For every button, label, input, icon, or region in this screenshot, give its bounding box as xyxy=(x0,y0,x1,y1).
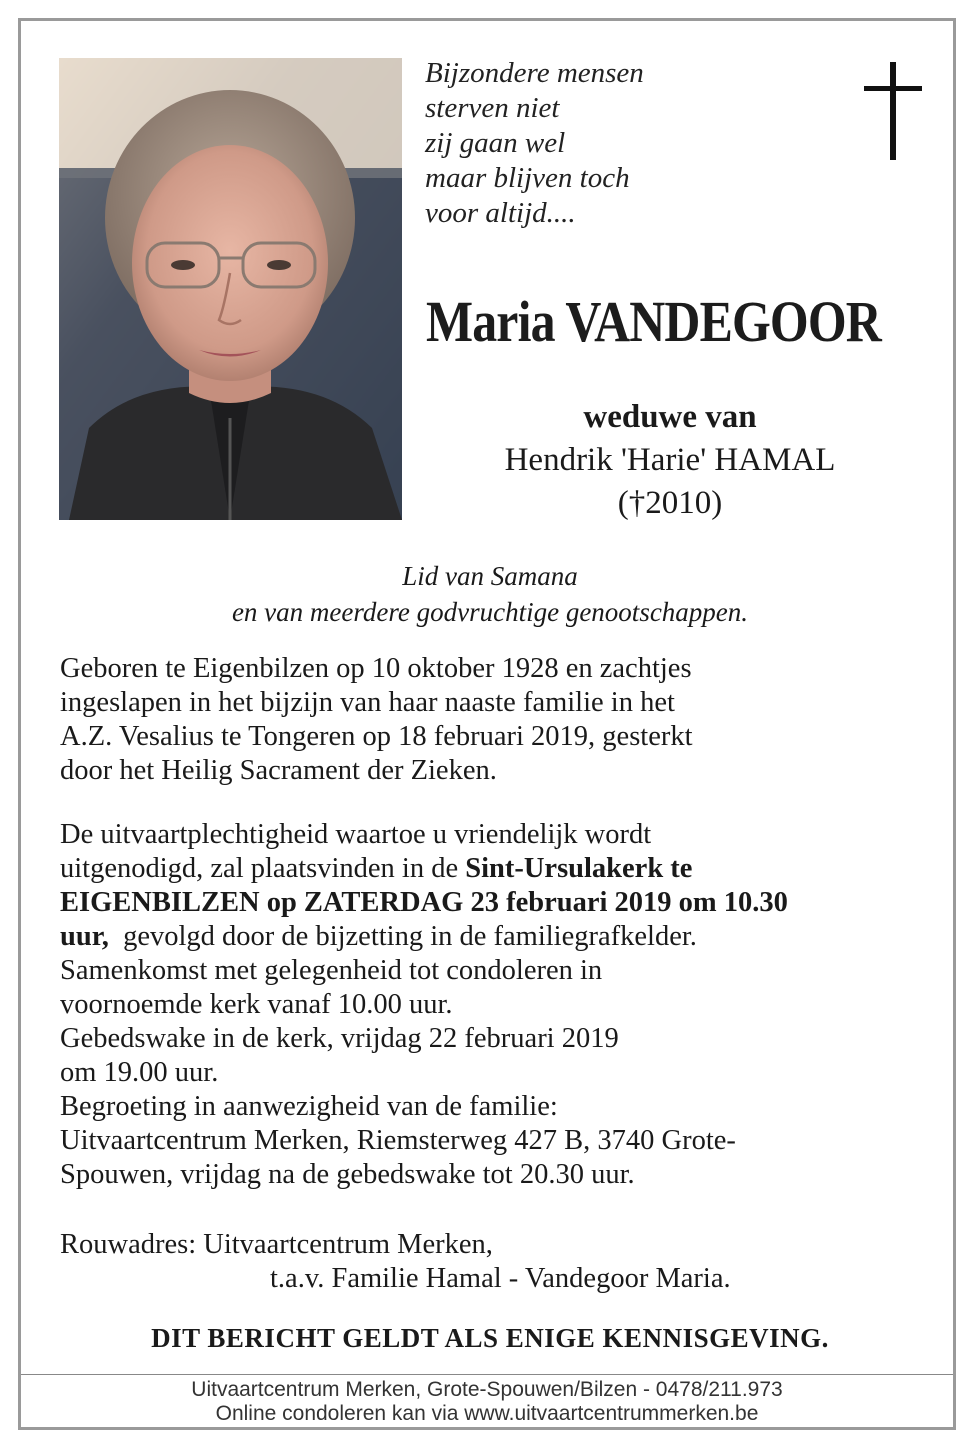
ceremony-time-suffix: uur, xyxy=(60,921,109,952)
poem-line: Bijzondere mensen xyxy=(425,57,644,89)
deceased-name: Maria VANDEGOOR xyxy=(426,289,881,354)
ceremony-date: EIGENBILZEN op ZATERDAG 23 februari 2019 om 10.30 xyxy=(60,887,788,918)
paragraph-line: Samenkomst met gelegenheid tot condoleren in xyxy=(60,955,603,986)
spouse-block xyxy=(420,396,920,525)
poem-line: zij gaan wel xyxy=(425,127,566,159)
footer-website: Online condoleren kan via www.uitvaartcentrummerken.be xyxy=(215,1402,759,1425)
spouse-name: Hendrik 'Harie' HAMAL xyxy=(504,442,836,478)
paragraph-line: door het Heilig Sacrament der Zieken. xyxy=(60,755,497,786)
paragraph-line xyxy=(60,886,920,920)
memorial-poem xyxy=(425,56,745,231)
paragraph-line: ingeslapen in het bijzijn van haar naaste familie in het xyxy=(60,687,675,718)
paragraph-line xyxy=(60,852,920,886)
widow-label: weduwe van xyxy=(583,399,757,435)
poem-line: maar blijven toch xyxy=(425,162,630,194)
portrait-photo xyxy=(59,58,402,520)
ceremony-paragraph xyxy=(60,818,920,1192)
official-notice: DIT BERICHT GELDT ALS ENIGE KENNISGEVING. xyxy=(151,1323,829,1353)
address-line: t.a.v. Familie Hamal - Vandegoor Maria. xyxy=(270,1263,731,1294)
paragraph-line xyxy=(60,920,920,954)
poem-line: sterven niet xyxy=(425,92,560,124)
text-plain: uitgenodigd, zal plaatsvinden in de xyxy=(60,853,466,884)
church-name: Sint-Ursulakerk te xyxy=(465,853,693,884)
paragraph-line: De uitvaartplechtigheid waartoe u vriendelijk wordt xyxy=(60,819,652,850)
paragraph-line: Gebedswake in de kerk, vrijdag 22 februari 2019 xyxy=(60,1023,619,1054)
paragraph-line: om 19.00 uur. xyxy=(60,1057,219,1088)
footer xyxy=(21,1378,953,1426)
footer-divider xyxy=(21,1374,953,1375)
paragraph-line: Spouwen, vrijdag na de gebedswake tot 20.30 uur. xyxy=(60,1159,635,1190)
membership-line: Lid van Samana xyxy=(402,561,578,591)
text-plain: gevolgd door de bijzetting in de familiegrafkelder. xyxy=(108,921,697,952)
spouse-death-year: (†2010) xyxy=(617,485,723,521)
mourning-address xyxy=(60,1228,920,1296)
birth-paragraph xyxy=(60,652,920,788)
paragraph-line: Uitvaartcentrum Merken, Riemsterweg 427 B, 3740 Grote- xyxy=(60,1125,736,1156)
footer-contact: Uitvaartcentrum Merken, Grote-Spouwen/Bilzen - 0478/211.973 xyxy=(191,1378,783,1401)
paragraph-line: Begroeting in aanwezigheid van de familie: xyxy=(60,1091,558,1122)
paragraph-line: voornoemde kerk vanaf 10.00 uur. xyxy=(60,989,453,1020)
paragraph-line: A.Z. Vesalius te Tongeren op 18 februari 2019, gesterkt xyxy=(60,721,693,752)
address-line: Rouwadres: Uitvaartcentrum Merken, xyxy=(60,1229,493,1260)
poem-line: voor altijd.... xyxy=(425,197,576,229)
paragraph-line: Geboren te Eigenbilzen op 10 oktober 1928 en zachtjes xyxy=(60,653,692,684)
cross-icon xyxy=(864,62,922,160)
membership xyxy=(60,558,920,630)
membership-line: en van meerdere godvruchtige genootschappen. xyxy=(231,597,749,627)
